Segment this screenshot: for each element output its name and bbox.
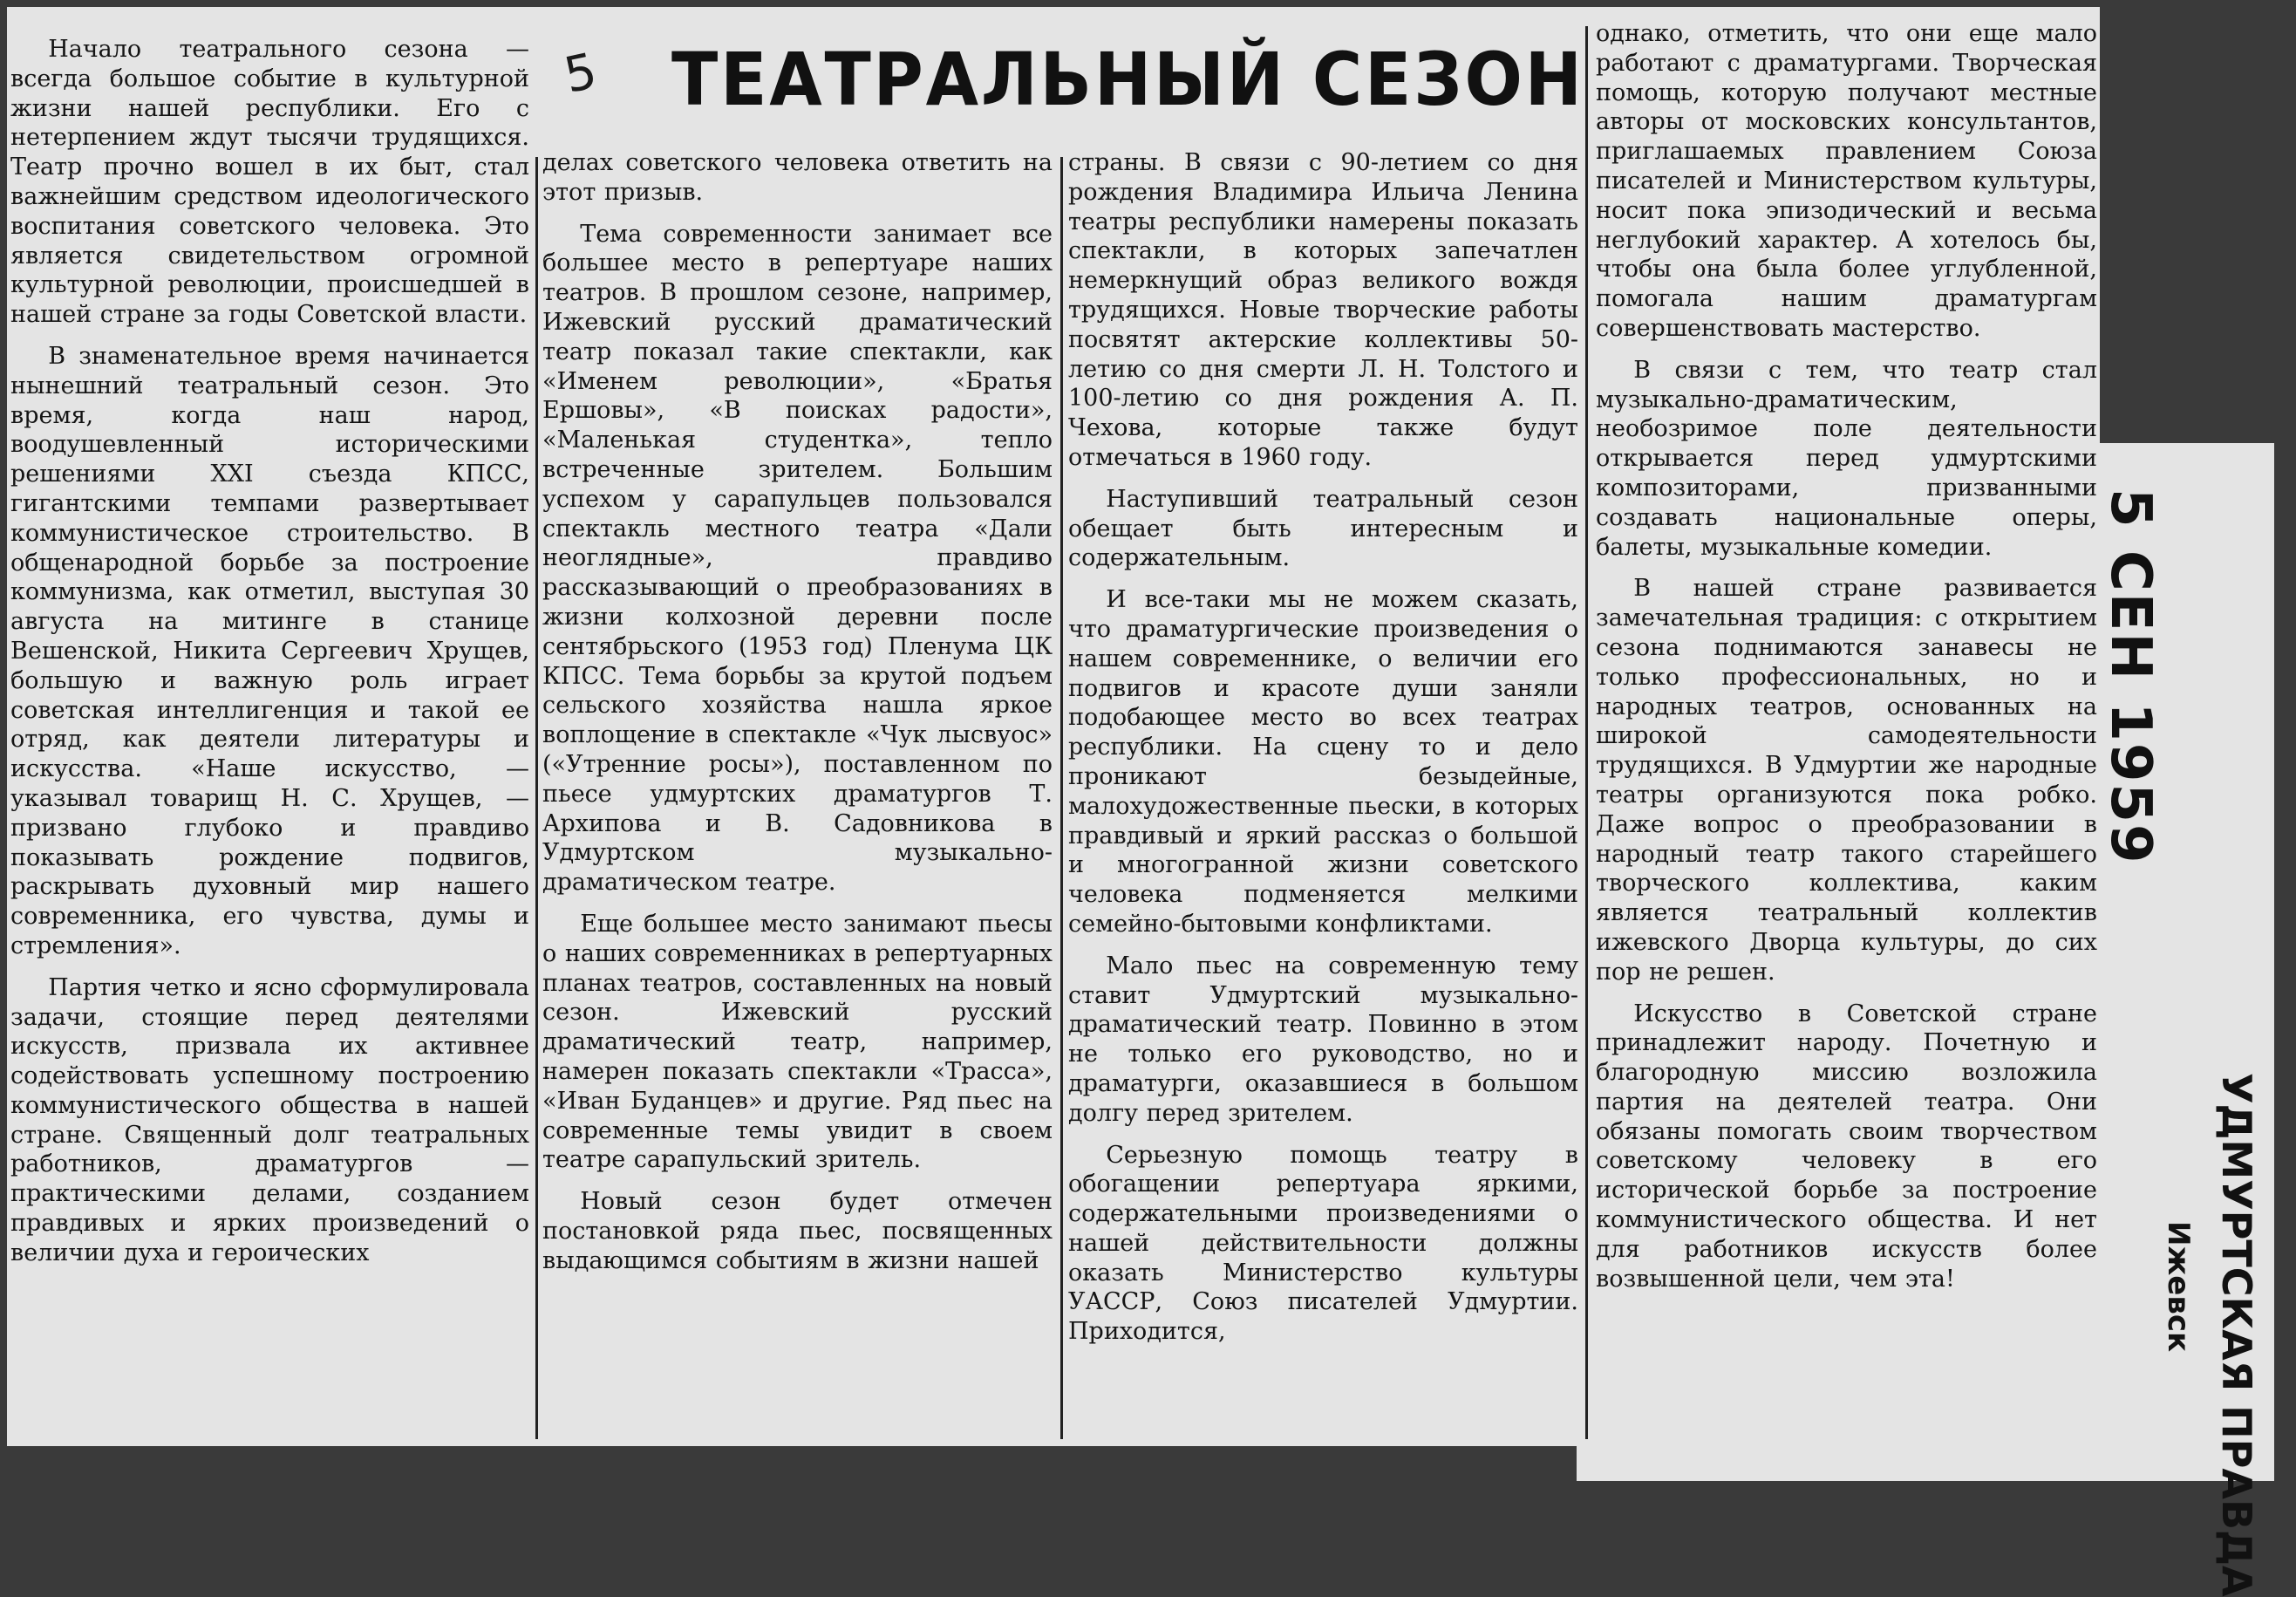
paragraph: Серьезную помощь театру в обогащении репертуара яркими, содержательными произведениями о нашей действительности должны оказать Министерство культуры УАССР, Союз писателей Удмуртии. Приходится, [1068,1141,1578,1346]
paragraph: Искусство в Советской стране принадлежит народу. Почетную и благородную миссию возложила партия на деятелей театра. Они обязаны помогать своим творчеством советскому человеку в его исторической борьбе за построение коммунистического общества. И нет для работников искусств более возвышенной цели, чем эта! [1596,1000,2097,1293]
paragraph: Начало театрального сезона — всегда большое событие в культурной жизни нашей республики. Его с нетерпением ждут тысячи трудящихся. Театр прочно вошел в их быт, стал важнейшим средством идеологического воспитания советского человека. Это является свидетельством огромной культурной революции, происшедшей в нашей стране за годы Советской власти. [10,36,529,329]
newspaper-name-stamp: УДМУРТСКАЯ ПРАВДА [2213,1073,2260,1597]
column-divider [1060,157,1063,1439]
column-2 [542,148,1053,1287]
paragraph: Мало пьес на современную тему ставит Удмуртский музыкально-драматический театр. Повинно в этом не только его руководство, но и драматурги, оказавшиеся в большом долгу перед зрителем. [1068,952,1578,1127]
paragraph: Тема современности занимает все большее место в репертуаре наших театров. В прошлом сезоне, например, Ижевский русский драматический театр показал такие спектакли, как «Именем революции», «Братья Ершовы», «В поисках радости», «Маленькая студентка», тепло встреченные зрителем. Большим успехом у сарапульцев пользовался спектакль местного театра «Дали неоглядные», правдиво рассказывающий о преобразованиях в жизни колхозной деревни после сентябрьского (1953 год) Пленума ЦК КПСС. Тема борьбы за крутой подъем сельского хозяйства нашла яркое воплощение в спектакле «Чук лысвуос» («Утренние росы»), поставленном по пьесе удмуртских драматургов Т. Архипова и В. Садовникова в Удмуртском музыкально-драматическом театре. [542,220,1053,897]
paragraph: делах советского человека ответить на этот призыв. [542,149,1053,206]
paragraph: страны. В связи с 90-летием со дня рождения Владимира Ильича Ленина театры республики намерены показать спектакли, в которых запечатлен немеркнущий образ великого вождя трудящихся. Новые творческие работы посвятят актерские коллективы 50-летию со дня смерти Л. Н. Толстого и 100-летию со дня рождения А. П. Чехова, которые также будут отмечаться в 1960 году. [1068,149,1578,471]
column-divider [535,157,538,1439]
paragraph: В нашей стране развивается замечательная традиция: с открытием сезона поднимаются занавесы не только профессиональных, но и народных театров, основанных на широкой самодеятельности трудящихся. В Удмуртии же народные театры организуются пока робко. Даже вопрос о преобразовании в народный театр такого старейшего творческого коллектива, каким является театральный коллектив ижевского Дворца культуры, до сих пор не решен. [1596,575,2097,986]
column-3 [1068,148,1578,1359]
column-1 [10,35,529,1280]
article-headline: ТЕАТРАЛЬНЫЙ СЕЗОН [671,37,1584,122]
paragraph: Партия четко и ясно сформулировала задачи, стоящие перед деятелями искусств, призвала их активнее содействовать успешному построению коммунистического общества в нашей стране. Священный долг театральных работников, драматургов — практическими делами, созданием правдивых и ярких произведений о величии духа и героических [10,973,529,1266]
date-stamp: 5 СЕН 1959 [2098,488,2163,865]
paragraph: Еще большее место занимают пьесы о наших современниках в репертуарных планах театров, составленных на новый сезон. Ижевский русский драматический театр, например, намерен показать спектакли «Трасса», «Иван Буданцев» и другие. Ряд пьес на современные темы увидит в своем театре сарапульский зритель. [542,910,1053,1174]
handwritten-number: 5 [559,43,603,105]
column-4 [1596,19,2097,1306]
paragraph: В знаменательное время начинается нынешний театральный сезон. Это время, когда наш народ, воодушевленный историческими решениями XXI съезда КПСС, гигантскими темпами развертывает коммунистическое строительство. В общенародной борьбе за построение коммунизма, как отметил, выступая 30 августа на митинге в станице Вешенской, Никита Сергеевич Хрущев, большую и важную роль играет советская интеллигенция и такой ее отряд, как деятели литературы и искусства. «Наше искусство, — указывал товарищ Н. С. Хрущев, — призвано глубоко и правдиво показывать рождение подвигов, раскрывать духовный мир нашего современника, его чувства, думы и стремления». [10,342,529,959]
city-stamp: Ижевск [2161,1221,2196,1353]
paragraph: Наступивший театральный сезон обещает быть интересным и содержательным. [1068,485,1578,572]
paragraph: В связи с тем, что театр стал музыкально-драматическим, необозримое поле деятельности открывается перед удмуртскими композиторами, призванными создавать национальные оперы, балеты, музыкальные комедии. [1596,356,2097,561]
paragraph: И все-таки мы не можем сказать, что драматургические произведения о нашем современнике, о величии его подвигов и красоте души заняли подобающее место во всех театрах республики. На сцену то и дело проникают безыдейные, малохудожественные пьески, в которых правдивый и яркий рассказ о большой и многогранной жизни советского человека подменяется мелкими семейно-бытовыми конфликтами. [1068,586,1578,938]
paragraph: Новый сезон будет отмечен постановкой ряда пьес, посвященных выдающимся событиям в жизни нашей [542,1188,1053,1274]
column-divider [1585,26,1588,1439]
paragraph: однако, отметить, что они еще мало работают с драматургами. Творческая помощь, которую получают местные авторы от московских консультантов, приглашаемых правлением Союза писателей и Министерством культуры, носит пока эпизодический и весьма неглубокий характер. А хотелось бы, чтобы она была более углубленной, помогала нашим драматургам совершенствовать мастерство. [1596,20,2097,342]
